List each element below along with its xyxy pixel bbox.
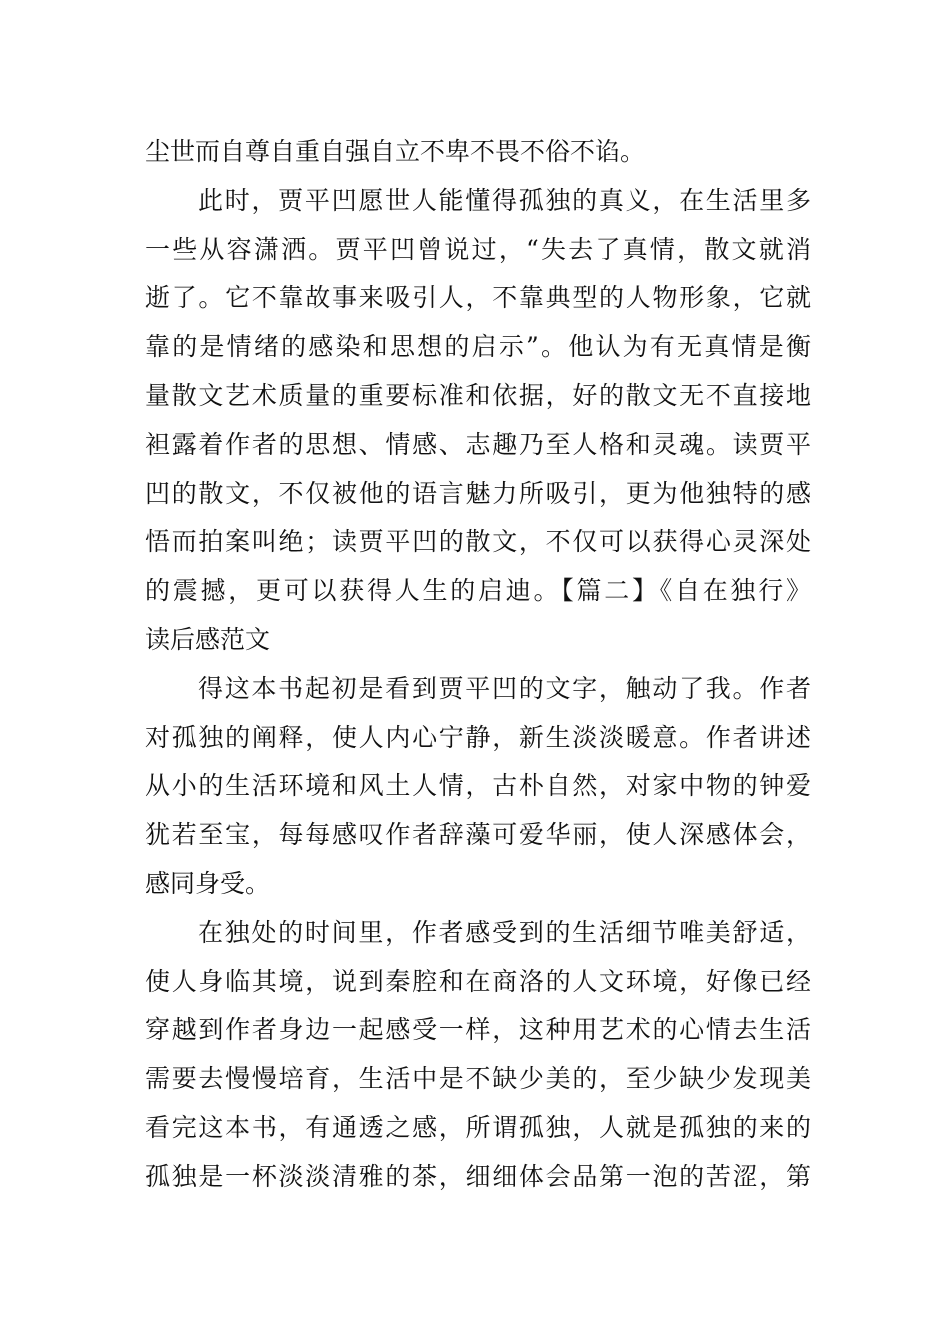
text-line-11: 读后感范文 (145, 624, 271, 654)
text-line-14: 从小的生活环境和风土人情，古朴自然，对家中物的钟爱 (145, 771, 811, 801)
text-line-6: 量散文艺术质量的重要标准和依据，好的散文无不直接地 (145, 380, 811, 410)
text-line-21: 看完这本书，有通透之感，所谓孤独，人就是孤独的来的 (145, 1112, 811, 1142)
document-body (145, 128, 811, 1202)
text-line-16: 感同身受。 (145, 868, 271, 898)
text-line-5: 靠的是情绪的感染和思想的启示”。他认为有无真情是衡 (145, 332, 811, 362)
text-line-12: 得这本书起初是看到贾平凹的文字，触动了我。作者 (198, 673, 811, 703)
text-line-3: 一些从容潇洒。贾平凹曾说过，“失去了真情，散文就消 (145, 234, 811, 264)
text-line-9: 悟而拍案叫绝；读贾平凹的散文，不仅可以获得心灵深处 (145, 527, 811, 557)
text-line-8: 凹的散文，不仅被他的语言魅力所吸引，更为他独特的感 (145, 478, 811, 508)
text-line-4: 逝了。它不靠故事来吸引人，不靠典型的人物形象，它就 (145, 283, 811, 313)
text-line-18: 使人身临其境，说到秦腔和在商洛的人文环境，好像已经 (145, 966, 811, 996)
text-line-2: 此时，贾平凹愿世人能懂得孤独的真义，在生活里多 (198, 185, 811, 215)
text-line-7: 袒露着作者的思想、情感、志趣乃至人格和灵魂。读贾平 (145, 429, 811, 459)
text-line-22: 孤独是一杯淡淡清雅的茶，细细体会品第一泡的苦涩，第 (145, 1161, 811, 1191)
text-line-13: 对孤独的阐释，使人内心宁静，新生淡淡暖意。作者讲述 (145, 722, 811, 752)
text-line-20: 需要去慢慢培育，生活中是不缺少美的，至少缺少发现美 (145, 1064, 811, 1094)
text-line-10: 的震撼，更可以获得人生的启迪。【篇二】《自在独行》 (145, 576, 811, 606)
text-line-1: 尘世而自尊自重自强自立不卑不畏不俗不谄。 (145, 137, 646, 166)
text-line-17: 在独处的时间里，作者感受到的生活细节唯美舒适， (198, 917, 811, 947)
text-line-19: 穿越到作者身边一起感受一样，这种用艺术的心情去生活 (145, 1015, 811, 1045)
text-line-15: 犹若至宝，每每感叹作者辞藻可爱华丽，使人深感体会， (145, 820, 811, 850)
